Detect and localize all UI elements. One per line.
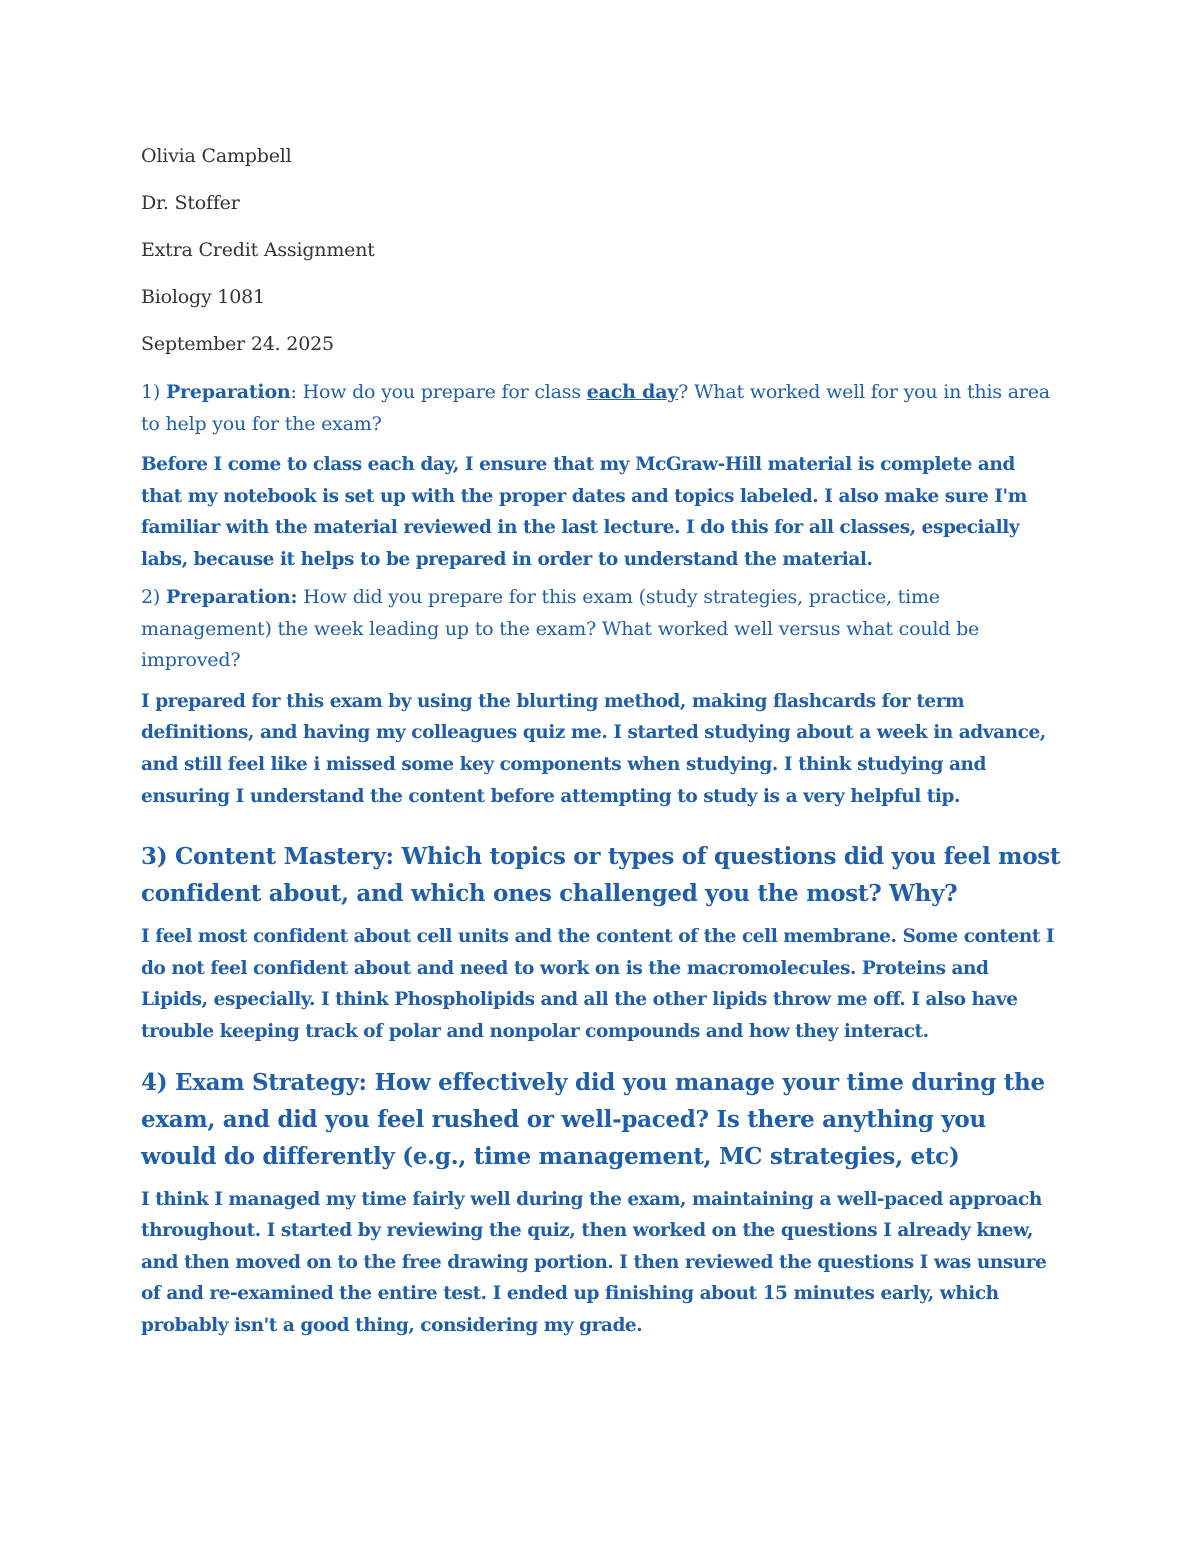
question-3-heading: 3) Content Mastery: Which topics or types of questions did you feel most confident about, and which ones challenged you the most? Why? [141, 843, 1061, 908]
question-1-emphasis: each day [586, 381, 679, 403]
answer-1: Before I come to class each day, I ensure that my McGraw-Hill material is complete and that my notebook is set up with the proper dates and topics labeled. I also make sure I'm familiar with the material reviewed in the last lecture. I do this for all classes, especially labs, because it helps to be prepared in order to understand the material. [141, 454, 1027, 570]
document-body [141, 142, 1061, 1349]
instructor-name: Dr. Stoffer [141, 192, 240, 214]
question-2-text: How did you prepare for this exam (study strategies, practice, time management) the week leading up to the exam? What worked well versus what could be improved? [141, 586, 980, 672]
question-1-label: Preparation [165, 381, 291, 403]
question-1 [141, 377, 1061, 440]
course-name: Biology 1081 [141, 286, 265, 308]
document-date: September 24. 2025 [141, 333, 334, 355]
question-1-number: 1) [141, 381, 161, 403]
question-1-text-b: ? What worked well for you in this area to help you for the exam? [141, 381, 1050, 435]
answer-2: I prepared for this exam by using the blurting method, making flashcards for term definitions, and having my colleagues quiz me. I started studying about a week in advance, and still feel like i missed some key components when studying. I think studying and ensuring I understand the content before attempting to study is a very helpful tip. [141, 690, 1046, 807]
question-1-text-a: : How do you prepare for class [290, 381, 587, 403]
question-2 [141, 582, 1061, 677]
student-name: Olivia Campbell [141, 145, 292, 167]
answer-4: I think I managed my time fairly well during the exam, maintaining a well-paced approach throughout. I started by reviewing the quiz, then worked on the questions I already knew, and then moved on to the free drawing portion. I then reviewed the questions I was unsure of and re-examined the entire test. I ended up finishing about 15 minutes early, which probably isn't a good thing, considering my grade. [141, 1188, 1047, 1336]
answer-3: I feel most confident about cell units and the content of the cell membrane. Some content I do not feel confident about and need to work on is the macromolecules. Proteins and Lipids, especially. I think Phospholipids and all the other lipids throw me off. I also have trouble keeping track of polar and nonpolar compounds and how they interact. [141, 926, 1055, 1043]
question-2-label: Preparation: [165, 586, 298, 609]
question-4-heading: 4) Exam Strategy: How effectively did you manage your time during the exam, and did you feel rushed or well-paced? Is there anything you would do differently (e.g., time management, MC strategies, etc) [141, 1068, 1045, 1170]
question-2-number: 2) [141, 586, 161, 609]
assignment-title: Extra Credit Assignment [141, 239, 375, 261]
